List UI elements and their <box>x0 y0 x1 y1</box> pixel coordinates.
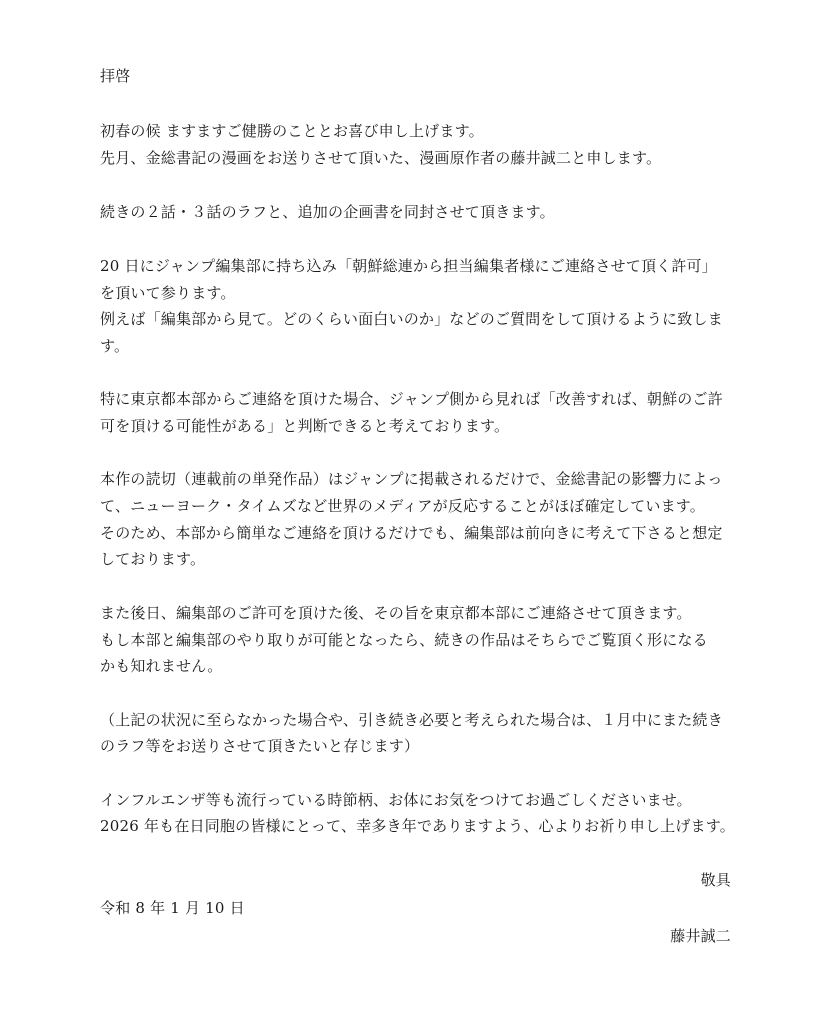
letter-line: しております。 <box>100 550 206 568</box>
letter-line: 続きの２話・３話のラフと、追加の企画書を同封させて頂きます。 <box>100 203 555 221</box>
letter-line: もし本部と編集部のやり取りが可能となったら、続きの作品はそちらでご覧頂く形になる <box>100 631 708 649</box>
letter-line: また後日、編集部のご許可を頂けた後、その旨を東京都本部にご連絡させて頂きます。 <box>100 604 692 622</box>
letter-line: かも知れません。 <box>100 657 223 675</box>
closing: 敬具 <box>700 871 731 889</box>
letter-line: 先月、金総書記の漫画をお送りさせて頂いた、漫画原作者の藤井誠二と申します。 <box>100 149 662 167</box>
letter-line: 初春の候 ますますご健勝のこととお喜び申し上げます。 <box>100 122 484 140</box>
letter-line: 2026 年も在日同胞の皆様にとって、幸多き年でありますよう、心よりお祈り申し上げます。 <box>100 817 735 835</box>
letter-line: 例えば「編集部から見て。どのくらい面白いのか」などのご質問をして頂けるように致しま <box>100 310 723 328</box>
letter-line: 20 日にジャンプ編集部に持ち込み「朝鮮総連から担当編集者様にご連絡させて頂く許可」 <box>100 257 717 275</box>
letter-line: を頂いて参ります。 <box>100 284 236 302</box>
letter-line: インフルエンザ等も流行っている時節柄、お体にお気をつけてお過ごしくださいませ。 <box>100 791 692 809</box>
letter-line: 本作の読切（連載前の単発作品）はジャンプに掲載されるだけで、金総書記の影響力によっ <box>100 470 723 488</box>
letter-line: （上記の状況に至らなかった場合や、引き続き必要と考えられた場合は、１月中にまた続き <box>100 711 723 729</box>
letter-line: す。 <box>100 337 130 355</box>
letter-date: 令和 8 年 1 月 10 日 <box>100 899 245 917</box>
letter-line: 可を頂ける可能性がある」と判断できると考えております。 <box>100 417 510 435</box>
letter-line: そのため、本部から簡単なご連絡を頂けるだけでも、編集部は前向きに考えて下さると想定 <box>100 524 723 542</box>
letter-line: のラフ等をお送りさせて頂きたいと存じます） <box>100 737 420 755</box>
signature: 藤井誠二 <box>670 927 731 945</box>
salutation: 拝啓 <box>100 67 131 85</box>
letter-line: 特に東京都本部からご連絡を頂けた場合、ジャンプ側から見れば「改善すれば、朝鮮のご許 <box>100 390 723 408</box>
letter-line: て、ニューヨーク・タイムズなど世界のメディアが反応することがほぼ確定しています。 <box>100 497 706 515</box>
